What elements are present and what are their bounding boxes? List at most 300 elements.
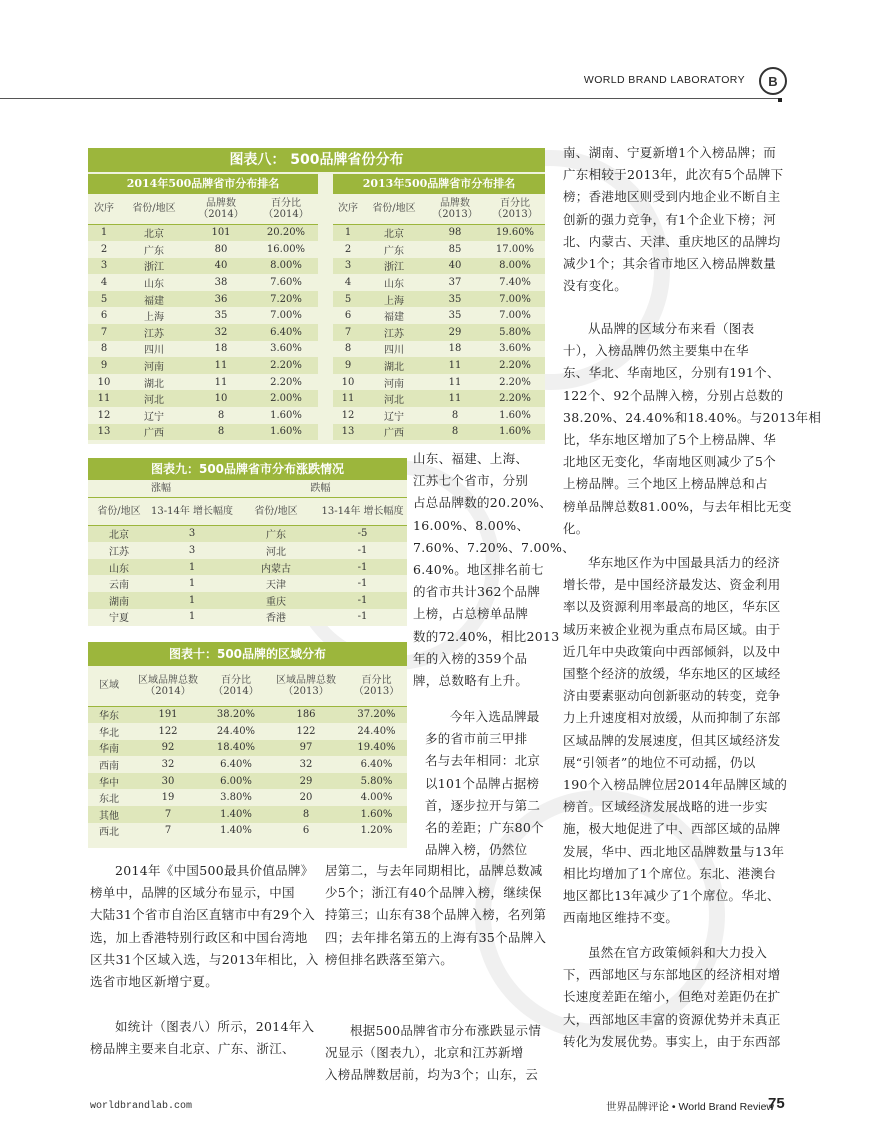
table-cell: 3.60% [499, 343, 531, 355]
table-cell: 山东 [144, 279, 164, 291]
footer-magazine: 世界品牌评论 • World Brand Review [606, 1101, 775, 1113]
table-cell: 11 [214, 376, 228, 388]
text-line: 38.20%、24.40%和18.40%。与2013年相 [563, 409, 822, 425]
table-row [88, 723, 407, 740]
text-line: 6.40%。地区排名前七 [413, 562, 544, 578]
footer-site: worldbrandlab.com [90, 1101, 193, 1112]
table-row [88, 224, 318, 241]
text-line: 上榜品牌。三个地区上榜品牌总和占 [563, 476, 768, 492]
body-text-right-3 [563, 552, 788, 929]
text-line: 选，加上香港特别行政区和中国台湾地 [90, 929, 308, 945]
text-line: 122个、92个品牌入榜，分别占总数的 [563, 387, 784, 403]
col-header: 省份/地区 [234, 497, 318, 525]
text-line: 西南地区维持不变。 [563, 910, 679, 926]
header-title: WORLD BRAND LABORATORY [583, 74, 745, 86]
col-header: 次序 [333, 194, 363, 224]
table-cell: 8 [451, 409, 459, 421]
table-cell: 7.00% [270, 310, 302, 322]
text-line: 数的72.40%，相比2013 [413, 628, 560, 644]
table10-grid [88, 666, 407, 839]
col-header: 区域品牌总数（2014） [130, 666, 206, 706]
text-line: 区域品牌的发展速度，但其区域经济发 [563, 732, 781, 748]
table-cell: 河北 [120, 390, 188, 407]
text-line: 虽然在官方政策倾斜和大力投入 [588, 945, 768, 960]
table-cell: 4.00% [360, 792, 393, 804]
table9-title: 图表九：500品牌省市分布涨跌情况 [88, 458, 407, 480]
table-cell: 天津 [266, 580, 286, 592]
table-row [333, 258, 545, 275]
table-row [88, 274, 318, 291]
table-cell: 12 [341, 409, 355, 421]
table-cell: 7 [164, 825, 172, 837]
text-line: 选省市地区新增宁夏。 [90, 974, 219, 990]
table-cell: 河北 [363, 390, 425, 407]
text-line: 年的入榜的359个品 [413, 650, 528, 666]
text-line: 近几年中央政策向中西部倾斜，以及中 [563, 643, 781, 659]
table-cell: 河南 [384, 378, 404, 390]
text-line: 榜首。区域经济发展战略的进一步实 [563, 799, 768, 815]
table-row [88, 542, 407, 559]
table-cell: 广西 [363, 424, 425, 441]
table-cell: 3 [188, 544, 196, 556]
text-line: 16.00%、8.00%、 [413, 517, 530, 533]
table-cell: 1.60% [254, 424, 318, 441]
table-cell: 101 [188, 224, 254, 241]
text-line: 发展，华中、西北地区品牌数量与13年 [563, 843, 785, 859]
body-text-middle-bottom [325, 1020, 550, 1087]
text-line: 少5个；浙江有40个品牌入榜，继续保 [325, 885, 542, 901]
body-text-left-2 [90, 1016, 315, 1060]
table-cell: 2 [100, 243, 108, 255]
table-cell: 4 [344, 277, 352, 289]
table-cell: 宁夏 [109, 613, 129, 625]
table-cell: 8 [217, 409, 225, 421]
table-cell: 35 [448, 310, 462, 322]
body-text-middle [425, 706, 545, 861]
table-cell: 8.00% [254, 258, 318, 275]
table-cell: 8 [266, 806, 346, 823]
table-cell: 1.40% [220, 825, 252, 837]
col-header: 百分比（2013） [485, 194, 545, 224]
table-row [88, 407, 318, 424]
text-line: 江苏七个省市，分别 [413, 473, 529, 489]
table-cell: 2.00% [254, 390, 318, 407]
text-line: 榜；香港地区则受到内地企业不断自主 [563, 189, 781, 205]
table-cell: 1.40% [206, 806, 266, 823]
table-cell: -1 [318, 592, 407, 609]
table-row [88, 789, 407, 806]
table8-right-title: 2013年500品牌省市分布排名 [333, 174, 545, 194]
table-cell: 7 [88, 324, 120, 341]
col-header: 省份/地区 [120, 194, 188, 224]
table-row [333, 291, 545, 308]
text-line: 比，华东地区增加了5个上榜品牌、华 [563, 432, 777, 448]
header-dot [778, 98, 782, 102]
table-cell: 5.80% [485, 324, 545, 341]
text-line: 山东、福建、上海、 [413, 451, 529, 466]
text-line: 居第二，与去年同期相比，品牌总数减 [325, 863, 543, 878]
table-cell: 3 [150, 525, 234, 542]
table-cell: 湖北 [363, 357, 425, 374]
table-cell: 19.60% [485, 224, 545, 241]
table-row [88, 341, 318, 358]
group-header-down: 跌幅 [234, 480, 407, 497]
table-cell: 2.20% [254, 357, 318, 374]
table-cell: 29 [266, 773, 346, 790]
table-cell: -5 [318, 525, 407, 542]
table-row [88, 258, 318, 275]
text-line: 榜单品牌总数81.00%，与去年相比无变 [563, 498, 792, 514]
text-line: 创新的强力竞争，有1个企业下榜；河 [563, 211, 777, 227]
text-line: 今年入选品牌最 [450, 709, 540, 724]
table-row [88, 609, 407, 626]
text-line: 展“引领者”的地位不可动摇，仍以 [563, 754, 756, 770]
table-cell: 32 [161, 759, 175, 771]
table-cell: 92 [130, 740, 206, 757]
table-cell: 广东 [384, 245, 404, 257]
table8-title: 图表八： 500品牌省份分布 [88, 148, 545, 172]
table-row [333, 357, 545, 374]
text-line: 2014年《中国500最具价值品牌》 [115, 863, 314, 878]
text-line: 北地区无变化，华南地区则减少了5个 [563, 454, 777, 470]
text-line: 地区都比13年减少了1个席位。华北、 [563, 888, 780, 904]
table-cell: 2.20% [485, 357, 545, 374]
text-line: 牌，总数略有上升。 [413, 673, 529, 689]
table-cell: 上海 [144, 312, 164, 324]
table-cell: 2 [344, 243, 352, 255]
table-cell: 5 [88, 291, 120, 308]
table-cell: 8.00% [485, 258, 545, 275]
table-cell: 7.40% [499, 277, 531, 289]
table-row [88, 291, 318, 308]
table-cell: 山东 [384, 279, 404, 291]
table-province-distribution [88, 148, 545, 444]
table-row [88, 559, 407, 576]
table-cell: 122 [158, 725, 178, 737]
col-header: 品牌数（2013） [425, 194, 485, 224]
table-cell: 1.60% [270, 409, 302, 421]
text-line: 多的省市前三甲排 [425, 731, 528, 747]
table-cell: -1 [357, 611, 368, 623]
table-row [333, 424, 545, 441]
text-line: 四；去年排名第五的上海有35个品牌入 [325, 929, 547, 945]
col-header: 百分比（2014） [206, 666, 266, 706]
table-row [88, 424, 318, 441]
body-text-right-2 [563, 318, 822, 540]
table-cell: 6 [302, 825, 310, 837]
table8-2013 [333, 194, 545, 440]
table-row [88, 390, 318, 407]
table-row [333, 374, 545, 391]
table8-2014 [88, 194, 318, 440]
text-line: 首，逐步拉开与第二 [425, 797, 541, 813]
table-cell: 2.20% [270, 376, 302, 388]
text-line: 大，西部地区丰富的资源优势并未真正 [563, 1011, 781, 1027]
table-cell: 85 [448, 243, 462, 255]
table-cell: 8 [188, 424, 254, 441]
text-line: 占总品牌数的20.20%、 [413, 495, 553, 511]
page-number: 75 [768, 1095, 785, 1112]
table-cell: 3 [333, 258, 363, 275]
text-line: 榜但排名跌落至第六。 [325, 951, 454, 967]
table-row [333, 390, 545, 407]
table-cell: 38.20% [206, 706, 266, 723]
table-cell: 江苏 [109, 546, 129, 558]
table-cell: 122 [296, 725, 316, 737]
table9-grid [88, 480, 407, 625]
text-line: 华东地区作为中国最具活力的经济 [588, 555, 781, 570]
table-cell: 80 [214, 243, 228, 255]
text-line: 名与去年相同：北京 [425, 753, 541, 769]
table-cell: 湖北 [144, 378, 164, 390]
table-cell: 6.40% [254, 324, 318, 341]
table-cell: 北京 [363, 224, 425, 241]
table-row [88, 756, 407, 773]
text-line: 济由要素驱动向创新驱动的转变，竞争 [563, 688, 781, 704]
table-row [88, 575, 407, 592]
text-line: 根据500品牌省市分布涨跌显示情 [350, 1023, 542, 1038]
table-cell: 10 [188, 390, 254, 407]
table-cell: 29 [425, 324, 485, 341]
table-cell: 其他 [88, 806, 130, 823]
table-cell: 四川 [144, 345, 164, 357]
table-row [88, 324, 318, 341]
table-cell: 华北 [99, 727, 119, 739]
table-cell: 6.40% [220, 759, 252, 771]
table-row [333, 274, 545, 291]
table-cell: 7.00% [499, 310, 531, 322]
table-cell: 11 [425, 390, 485, 407]
table-cell: 36 [188, 291, 254, 308]
table-cell: 12 [97, 409, 111, 421]
body-text-middle-lower [325, 860, 550, 971]
text-line: 相比均增加了1个席位。东北、港澳台 [563, 865, 777, 881]
table8-left-title: 2014年500品牌省市分布排名 [88, 174, 318, 194]
table-cell: 江苏 [363, 324, 425, 341]
text-line: 名的差距；广东80个 [425, 820, 544, 836]
text-line: 化。 [563, 520, 589, 536]
table-cell: 广东 [144, 245, 164, 257]
text-line: 区共31个区域入选，与2013年相比，入 [90, 951, 319, 967]
table-cell: 24.40% [357, 725, 396, 737]
col-header: 百分比（2014） [254, 194, 318, 224]
body-text-left-1 [90, 860, 319, 993]
table-row [88, 823, 407, 840]
text-line: 7.60%、7.20%、7.00%、 [413, 539, 576, 555]
text-line: 况显示（图表九），北京和江苏新增 [325, 1045, 524, 1061]
table-cell: 西北 [99, 827, 119, 839]
text-line: 率以及资源利用率最高的地区，华东区 [563, 599, 781, 615]
table-cell: 11 [188, 357, 254, 374]
text-line: 持第三；山东有38个品牌入榜，名列第 [325, 907, 547, 923]
text-line: 入榜品牌数居前，均为3个；山东，云 [325, 1067, 539, 1083]
table-cell: 10 [341, 376, 355, 388]
table-cell: 5 [333, 291, 363, 308]
text-line: 减少1个；其余省市地区入榜品牌数量 [563, 256, 777, 272]
table-cell: 18 [214, 343, 228, 355]
text-line: 从品牌的区域分布来看（图表 [588, 321, 755, 336]
table-cell: 西南 [99, 761, 119, 773]
table-row [88, 740, 407, 757]
table-cell: 1 [188, 578, 196, 590]
table-cell: 18 [448, 343, 462, 355]
text-line: 没有变化。 [563, 278, 628, 294]
table-cell: 6.40% [360, 759, 393, 771]
table-cell: 35 [214, 310, 228, 322]
table-cell: -1 [318, 559, 407, 576]
table-cell: 1.60% [346, 806, 407, 823]
table-cell: 香港 [266, 613, 286, 625]
text-line: 力上升速度相对放缓，从而抑制了东部 [563, 710, 781, 726]
text-line: 转化为发展优势。事实上，由于东西部 [563, 1033, 781, 1049]
body-text-right-4 [563, 942, 785, 1053]
text-line: 北、内蒙古、天津、重庆地区的品牌均 [563, 233, 781, 249]
table-cell: 内蒙古 [234, 559, 318, 576]
table-cell: 24.40% [216, 725, 256, 737]
table-cell: 10 [97, 376, 111, 388]
table-cell: 18.40% [206, 740, 266, 757]
table-cell: 1.60% [485, 424, 545, 441]
brand-logo-icon: B [759, 67, 787, 95]
table-row [88, 307, 318, 324]
table-cell: 重庆 [234, 592, 318, 609]
table-cell: 广东 [234, 525, 318, 542]
table-row [333, 307, 545, 324]
text-line: 广东相较于2013年，此次有5个品牌下 [563, 167, 784, 183]
table-cell: 13 [88, 424, 120, 441]
table-cell: 3.60% [270, 343, 302, 355]
text-line: 下，西部地区与东部地区的经济相对增 [563, 967, 781, 983]
table-cell: 37.20% [346, 706, 407, 723]
table-cell: 40 [425, 258, 485, 275]
header-rule [0, 98, 778, 99]
text-line: 南、湖南、宁夏新增1个入榜品牌；而 [563, 145, 777, 160]
table-change-distribution [88, 458, 407, 626]
text-line: 以101个品牌占据榜 [425, 775, 540, 791]
table-row [88, 374, 318, 391]
text-line: 增长带，是中国经济最发达、资金利用 [563, 577, 781, 593]
table-row [333, 241, 545, 258]
text-line: 东、华北、华南地区，分别有191个、 [563, 365, 780, 381]
table-cell: 11 [88, 390, 120, 407]
table-cell: 四川 [384, 345, 404, 357]
table-cell: 河北 [266, 546, 286, 558]
table-row [333, 407, 545, 424]
table-cell: 20 [299, 792, 313, 804]
table-cell: 华南 [88, 740, 130, 757]
table-row [88, 525, 407, 542]
text-line: 国整个经济的放缓，华东地区的区域经 [563, 666, 781, 682]
table-cell: 13 [333, 424, 363, 441]
text-line: 榜品牌主要来自北京、广东、浙江、 [90, 1041, 295, 1057]
table-cell: 7 [130, 806, 206, 823]
table-cell: 98 [425, 224, 485, 241]
table-cell: 1 [333, 224, 363, 241]
body-text-right-1 [563, 142, 785, 297]
col-header: 区域品牌总数（2013） [266, 666, 346, 706]
table-cell: 32 [299, 759, 313, 771]
table-cell: 1.60% [499, 409, 531, 421]
table-row [88, 357, 318, 374]
table-cell: 1.20% [360, 825, 393, 837]
text-line: 榜单中，品牌的区域分布显示，中国 [90, 885, 295, 901]
table-cell: 北京 [88, 525, 150, 542]
text-line: 190个入榜品牌位居2014年品牌区域的 [563, 777, 788, 793]
table-cell: 华东 [88, 706, 130, 723]
table-cell: 7.20% [254, 291, 318, 308]
table-cell: 19 [161, 792, 175, 804]
col-header: 省份/地区 [363, 194, 425, 224]
table-cell: 江苏 [120, 324, 188, 341]
table-cell: 9 [88, 357, 120, 374]
table-cell: 辽宁 [384, 411, 404, 423]
table-cell: 8 [344, 343, 352, 355]
table-cell: 8 [100, 343, 108, 355]
col-header: 省份/地区 [88, 497, 150, 525]
table-cell: 4 [100, 277, 108, 289]
col-header: 品牌数（2014） [188, 194, 254, 224]
table-cell: 2.20% [499, 376, 531, 388]
table-cell: 山东 [88, 559, 150, 576]
table-cell: 35 [425, 291, 485, 308]
text-line: 大陆31个省市自治区直辖市中有29个入 [90, 907, 316, 923]
table-cell: 湖南 [88, 592, 150, 609]
table-cell: 1 [88, 224, 120, 241]
text-line: 的省市共计362个品牌 [413, 584, 541, 600]
table-cell: 7.60% [270, 277, 302, 289]
text-line: 域历来被企业视为重点布局区域。由于 [563, 621, 781, 637]
table-cell: 97 [266, 740, 346, 757]
table-cell: 3 [88, 258, 120, 275]
table-cell: 上海 [363, 291, 425, 308]
table-cell: 30 [130, 773, 206, 790]
col-header: 13-14年 增长幅度 [150, 497, 234, 525]
group-header-up: 涨幅 [88, 480, 234, 497]
table-cell: 福建 [120, 291, 188, 308]
table-cell: 17.00% [495, 243, 535, 255]
table-cell: 186 [266, 706, 346, 723]
table-cell: 1 [150, 592, 234, 609]
table-cell: 6 [344, 310, 352, 322]
table-row [333, 341, 545, 358]
text-line: 施，极大地促进了中、西部区域的品牌 [563, 821, 781, 837]
table-regional-distribution [88, 642, 407, 848]
col-header: 百分比（2013） [346, 666, 407, 706]
col-header: 区域 [88, 666, 130, 706]
table-cell: 1 [188, 611, 196, 623]
table-cell: 7.00% [485, 291, 545, 308]
table-cell: 11 [448, 376, 462, 388]
table-cell: 7 [333, 324, 363, 341]
table-cell: 38 [214, 277, 228, 289]
text-line: 品牌入榜，仍然位 [425, 842, 528, 858]
table-cell: 3.80% [220, 792, 252, 804]
table-cell: 福建 [384, 312, 404, 324]
table-cell: 32 [188, 324, 254, 341]
table-cell: 37 [448, 277, 462, 289]
table-row [88, 241, 318, 258]
table10-title: 图表十：500品牌的区域分布 [88, 642, 407, 666]
table-cell: 北京 [120, 224, 188, 241]
table-cell: 辽宁 [144, 411, 164, 423]
table-cell: 40 [188, 258, 254, 275]
table-cell: 河南 [120, 357, 188, 374]
col-header: 13-14年 增长幅度 [318, 497, 407, 525]
table-cell: 9 [333, 357, 363, 374]
table-cell: 8 [425, 424, 485, 441]
table-cell: 11 [333, 390, 363, 407]
table-row [88, 773, 407, 790]
